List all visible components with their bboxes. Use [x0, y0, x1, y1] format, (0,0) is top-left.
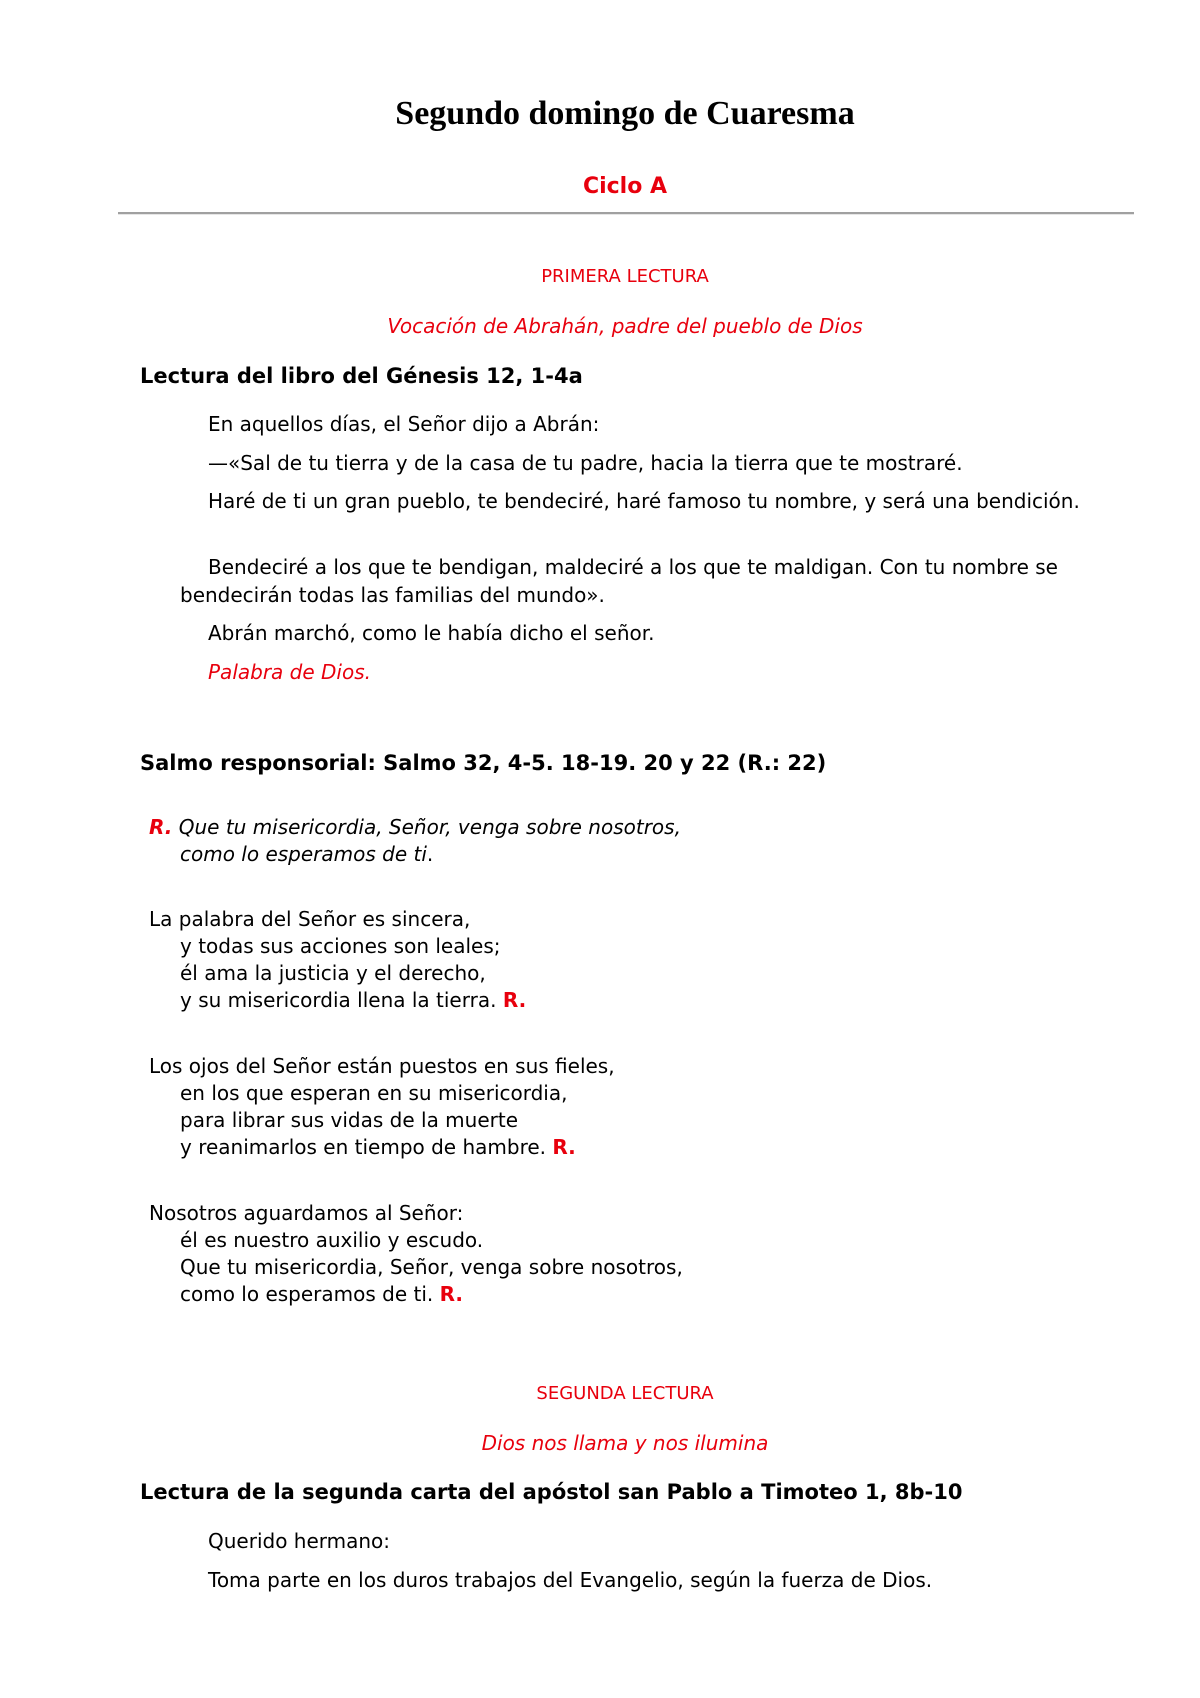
segunda-lectura-citation: Lectura de la segunda carta del apóstol san Pablo a Timoteo 1, 8b-10 — [140, 1480, 963, 1504]
primera-lectura-subtitle: Vocación de Abrahán, padre del pueblo de Dios — [387, 314, 863, 338]
stanza-line: La palabra del Señor es sincera, — [149, 907, 471, 931]
page-title: Segundo domingo de Cuaresma — [395, 95, 855, 132]
stanza-line: Que tu misericordia, Señor, venga sobre nosotros, — [180, 1255, 683, 1279]
salmo-citation: Salmo responsorial: Salmo 32, 4-5. 18-19. 20 y 22 (R.: 22) — [140, 751, 827, 775]
stanza-line: y todas sus acciones son leales; — [180, 934, 501, 958]
stanza-line: él ama la justicia y el derecho, — [180, 961, 486, 985]
reading-paragraph: —«Sal de tu tierra y de la casa de tu padre, hacia la tierra que te mostraré. — [208, 451, 963, 475]
cycle-label: Ciclo A — [582, 174, 668, 199]
stanza-text: y reanimarlos en tiempo de hambre. — [180, 1135, 547, 1159]
response-text: Que tu misericordia, Señor, venga sobre nosotros, — [178, 815, 681, 839]
segunda-lectura-heading: SEGUNDA LECTURA — [536, 1383, 714, 1404]
stanza-line: Los ojos del Señor están puestos en sus fieles, — [149, 1054, 615, 1078]
reading-paragraph: Haré de ti un gran pueblo, te bendeciré, haré famoso tu nombre, y será una bendición. — [208, 489, 1080, 513]
response-mark: R. — [439, 1282, 464, 1306]
stanza-text: y su misericordia llena la tierra. — [180, 988, 497, 1012]
stanza-line — [180, 1133, 576, 1161]
salmo-response-line — [180, 840, 433, 868]
reading-paragraph: Abrán marchó, como le había dicho el señor. — [208, 621, 655, 645]
salmo-response-line — [149, 813, 681, 841]
stanza-text: como lo esperamos de ti. — [180, 1282, 434, 1306]
reading-paragraph: Bendeciré a los que te bendigan, maldeciré a los que te maldigan. Con tu nombre se bendecirán todas las familias del mundo». — [180, 555, 1058, 607]
segunda-lectura-subtitle: Dios nos llama y nos ilumina — [481, 1431, 769, 1455]
response-mark: R. — [149, 815, 173, 839]
reading-closing: Palabra de Dios. — [208, 660, 371, 684]
stanza-line: para librar sus vidas de la muerte — [180, 1108, 519, 1132]
reading-paragraph: En aquellos días, el Señor dijo a Abrán: — [208, 412, 600, 436]
response-mark: R. — [502, 988, 527, 1012]
primera-lectura-citation: Lectura del libro del Génesis 12, 1-4a — [140, 364, 583, 388]
response-mark: R. — [552, 1135, 576, 1159]
horizontal-divider — [118, 212, 1134, 215]
response-end: . — [426, 842, 434, 866]
stanza-line: él es nuestro auxilio y escudo. — [180, 1228, 484, 1252]
stanza-line — [180, 986, 526, 1014]
reading-paragraph: Toma parte en los duros trabajos del Evangelio, según la fuerza de Dios. — [208, 1568, 933, 1592]
primera-lectura-heading: PRIMERA LECTURA — [541, 266, 709, 287]
stanza-line: en los que esperan en su misericordia, — [180, 1081, 568, 1105]
response-text: como lo esperamos de ti — [180, 842, 427, 866]
stanza-line: Nosotros aguardamos al Señor: — [149, 1201, 464, 1225]
stanza-line — [180, 1280, 463, 1308]
reading-paragraph: Querido hermano: — [208, 1529, 391, 1553]
